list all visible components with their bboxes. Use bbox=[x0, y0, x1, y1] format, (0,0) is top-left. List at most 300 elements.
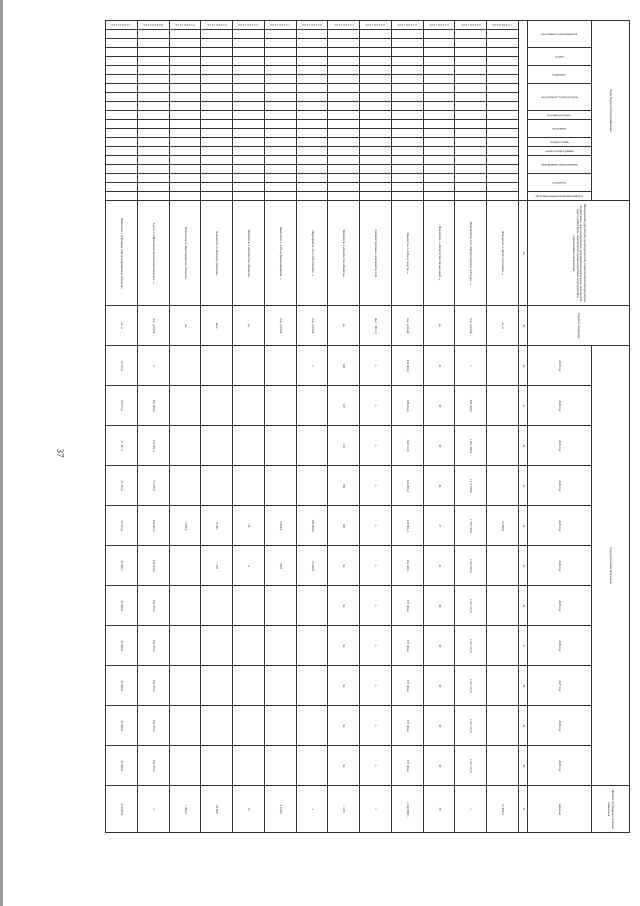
code-cell bbox=[423, 129, 455, 138]
code-cell bbox=[169, 165, 201, 174]
value-cell: 108 bbox=[328, 346, 360, 386]
colnum-final: 41 bbox=[518, 786, 528, 833]
code-cell bbox=[296, 75, 328, 84]
code-cell bbox=[328, 93, 360, 102]
value-cell bbox=[169, 546, 201, 586]
value-cell bbox=[296, 426, 328, 466]
code-cell bbox=[391, 111, 423, 120]
value-cell: 1 bbox=[360, 666, 392, 706]
code-cell bbox=[391, 66, 423, 75]
value-cell: х bbox=[137, 346, 169, 386]
value-cell bbox=[201, 746, 233, 786]
code-cell bbox=[233, 48, 265, 57]
code-cell bbox=[296, 156, 328, 165]
value-cell: 39 bbox=[423, 666, 455, 706]
code-cell bbox=[487, 102, 519, 111]
code-cell bbox=[328, 48, 360, 57]
code-cell bbox=[423, 102, 455, 111]
value-cell: 54 bbox=[328, 586, 360, 626]
value-cell: 300 000,0 bbox=[296, 506, 328, 546]
code-cell bbox=[455, 57, 487, 66]
code-cell bbox=[328, 66, 360, 75]
code-cell bbox=[264, 147, 296, 156]
code-cell bbox=[487, 75, 519, 84]
code-cell bbox=[360, 93, 392, 102]
code-cell bbox=[106, 120, 138, 129]
code-cell bbox=[296, 183, 328, 192]
colnum-2026: 37 bbox=[518, 626, 528, 666]
value-cell: 54 bbox=[328, 666, 360, 706]
value-cell: х bbox=[296, 346, 328, 386]
code-cell bbox=[455, 174, 487, 183]
code-cell bbox=[455, 147, 487, 156]
value-cell: 1 173 018,6 bbox=[455, 466, 487, 506]
code-cell bbox=[328, 156, 360, 165]
code-cell bbox=[137, 66, 169, 75]
code-cell bbox=[455, 192, 487, 201]
row-name: Показатель 4 «Протяженность объектов» bbox=[169, 201, 201, 306]
code-cell bbox=[137, 30, 169, 39]
value-cell: 369 134,5 bbox=[391, 426, 423, 466]
code-cell bbox=[233, 75, 265, 84]
value-cell bbox=[169, 586, 201, 626]
row-unit: ед. м bbox=[487, 306, 519, 346]
row-code: 3 0 0 1 0 0 0 3 2 bbox=[233, 21, 265, 30]
code-cell bbox=[106, 66, 138, 75]
row-name: Показатель 2 «Объем средств...» bbox=[391, 201, 423, 306]
code-cell bbox=[106, 111, 138, 120]
code-cell bbox=[455, 120, 487, 129]
value-cell bbox=[201, 426, 233, 466]
code-cell bbox=[106, 156, 138, 165]
code-cell bbox=[423, 57, 455, 66]
header-name: Наименование программы, целей программы, показателей целей программы, подпрограмм, задач подпрограмм, мероприятий подпрограмм, показателей задач подпрограмм, мероприятий, административных мероприятий и показателей их выполнения bbox=[528, 201, 630, 306]
code-cell bbox=[106, 129, 138, 138]
row-code: 3 0 0 1 0 0 0 0 1 bbox=[423, 21, 455, 30]
value-cell: 1 bbox=[360, 426, 392, 466]
code-cell bbox=[264, 39, 296, 48]
value-cell: х bbox=[455, 346, 487, 386]
code-cell bbox=[106, 192, 138, 201]
colnum-name: 28 bbox=[518, 201, 528, 306]
code-cell bbox=[296, 138, 328, 147]
value-cell: х bbox=[296, 786, 328, 833]
value-cell: 31 000,0 bbox=[106, 586, 138, 626]
colnum-2025: 36 bbox=[518, 586, 528, 626]
code-cell bbox=[264, 84, 296, 93]
value-cell bbox=[169, 426, 201, 466]
code-cell bbox=[423, 174, 455, 183]
value-cell bbox=[487, 746, 519, 786]
header-2024: 2024 год bbox=[528, 546, 592, 586]
value-cell bbox=[233, 626, 265, 666]
code-cell bbox=[328, 30, 360, 39]
header-2027: 2027 год bbox=[528, 666, 592, 706]
code-cell bbox=[106, 48, 138, 57]
code-cell bbox=[455, 165, 487, 174]
code-cell bbox=[264, 165, 296, 174]
code-cell bbox=[487, 138, 519, 147]
value-cell bbox=[169, 466, 201, 506]
code-cell bbox=[137, 48, 169, 57]
code-cell bbox=[264, 111, 296, 120]
value-cell bbox=[201, 666, 233, 706]
code-cell bbox=[423, 192, 455, 201]
value-cell: 12 500,0 bbox=[487, 506, 519, 546]
code-cell bbox=[328, 174, 360, 183]
code-cell bbox=[201, 156, 233, 165]
value-cell: 18 bbox=[233, 506, 265, 546]
table-row bbox=[423, 21, 455, 833]
value-cell: 157 496,6 bbox=[391, 706, 423, 746]
row-unit: кв. м bbox=[106, 306, 138, 346]
code-cell bbox=[296, 120, 328, 129]
code-cell bbox=[201, 120, 233, 129]
scan-edge-left bbox=[0, 0, 3, 906]
value-cell: 1 bbox=[360, 546, 392, 586]
code-cell bbox=[296, 192, 328, 201]
code-cell bbox=[328, 165, 360, 174]
value-cell bbox=[296, 386, 328, 426]
value-cell bbox=[487, 586, 519, 626]
value-cell bbox=[169, 706, 201, 746]
value-cell: 93 559,5 bbox=[137, 466, 169, 506]
code-cell bbox=[455, 102, 487, 111]
code-cell bbox=[233, 129, 265, 138]
value-cell bbox=[487, 666, 519, 706]
code-cell bbox=[296, 84, 328, 93]
code-cell bbox=[455, 66, 487, 75]
code-cell bbox=[106, 57, 138, 66]
row-code: 3 0 0 1 0 0 0 3 4 bbox=[169, 21, 201, 30]
colnum-base: 30 bbox=[518, 346, 528, 386]
code-cell bbox=[106, 183, 138, 192]
code-cell bbox=[360, 192, 392, 201]
value-cell bbox=[169, 386, 201, 426]
code-cell bbox=[169, 174, 201, 183]
value-cell: 62 203,4 bbox=[106, 506, 138, 546]
code-cell bbox=[423, 66, 455, 75]
value-cell: 7 000,0 bbox=[169, 786, 201, 833]
value-cell: 18 890 bbox=[201, 786, 233, 833]
code-cell bbox=[328, 192, 360, 201]
code-cell bbox=[391, 57, 423, 66]
header-podrazdel: подраздел bbox=[528, 66, 592, 84]
code-cell bbox=[328, 57, 360, 66]
header-unit: Единица измерения bbox=[528, 306, 630, 346]
row-name: Показатель 1 «Количество объектов» bbox=[328, 201, 360, 306]
header-base-year: 2019 год bbox=[528, 346, 592, 386]
code-cell bbox=[201, 192, 233, 201]
value-cell: 1 447 371,0 bbox=[455, 666, 487, 706]
header-2023: 2023 год bbox=[528, 506, 592, 546]
value-cell bbox=[201, 706, 233, 746]
value-cell: 54 bbox=[328, 546, 360, 586]
value-cell bbox=[264, 586, 296, 626]
code-cell bbox=[264, 174, 296, 183]
code-cell bbox=[328, 84, 360, 93]
value-cell bbox=[233, 746, 265, 786]
code-cell bbox=[360, 183, 392, 192]
value-cell bbox=[169, 666, 201, 706]
value-cell: 250 300,2 bbox=[391, 346, 423, 386]
code-cell bbox=[391, 39, 423, 48]
value-cell bbox=[487, 546, 519, 586]
header-indicator: показатель bbox=[528, 174, 592, 192]
value-cell: 157 496,6 bbox=[391, 746, 423, 786]
value-cell: 1 447 371,0 bbox=[455, 626, 487, 666]
code-cell bbox=[233, 57, 265, 66]
row-unit: кв.м bbox=[201, 306, 233, 346]
value-cell: 1 447 371,0 bbox=[455, 586, 487, 626]
row-name: Задача 3 «Проведение капитального ремонта...» bbox=[137, 201, 169, 306]
header-final: Целевое (суммарное) значение показателя bbox=[591, 786, 629, 833]
code-cell bbox=[360, 30, 392, 39]
code-cell bbox=[423, 75, 455, 84]
value-cell: 1 bbox=[360, 746, 392, 786]
code-cell bbox=[391, 183, 423, 192]
code-cell bbox=[391, 147, 423, 156]
value-cell: 216 603,5 bbox=[137, 506, 169, 546]
value-cell: 212 bbox=[328, 426, 360, 466]
value-cell: 74 240,0 bbox=[296, 546, 328, 586]
code-cell bbox=[137, 138, 169, 147]
code-cell bbox=[169, 57, 201, 66]
value-cell: 41 bbox=[423, 346, 455, 386]
code-cell bbox=[391, 165, 423, 174]
value-cell bbox=[201, 626, 233, 666]
table-row bbox=[264, 21, 296, 833]
value-cell: 39 bbox=[423, 746, 455, 786]
value-cell: 1 bbox=[360, 466, 392, 506]
row-unit: тыс. рублей bbox=[264, 306, 296, 346]
code-cell bbox=[137, 57, 169, 66]
header-task: задача подпрограммы bbox=[528, 147, 592, 156]
value-cell: 11 091 bbox=[201, 506, 233, 546]
header-program: программа bbox=[528, 120, 592, 138]
row-code: 3 0 0 2 0 0 0 0 1 bbox=[106, 21, 138, 30]
code-cell bbox=[455, 30, 487, 39]
code-cell bbox=[169, 183, 201, 192]
value-cell bbox=[296, 466, 328, 506]
value-cell bbox=[296, 586, 328, 626]
code-cell bbox=[296, 174, 328, 183]
code-cell bbox=[296, 129, 328, 138]
code-cell bbox=[360, 48, 392, 57]
table-row bbox=[455, 21, 487, 833]
code-cell bbox=[423, 84, 455, 93]
code-cell bbox=[264, 120, 296, 129]
code-cell bbox=[296, 30, 328, 39]
value-cell bbox=[169, 626, 201, 666]
row-unit: ед. bbox=[423, 306, 455, 346]
code-cell bbox=[455, 111, 487, 120]
value-cell: 39 bbox=[423, 386, 455, 426]
code-cell bbox=[169, 66, 201, 75]
code-cell bbox=[487, 48, 519, 57]
code-cell bbox=[201, 129, 233, 138]
code-cell bbox=[169, 75, 201, 84]
code-cell bbox=[106, 174, 138, 183]
value-cell: 41 bbox=[423, 546, 455, 586]
code-cell bbox=[328, 39, 360, 48]
code-cell bbox=[233, 102, 265, 111]
code-cell bbox=[137, 165, 169, 174]
code-cell bbox=[296, 66, 328, 75]
value-cell: 1 bbox=[360, 386, 392, 426]
code-cell bbox=[169, 138, 201, 147]
code-cell bbox=[391, 93, 423, 102]
code-cell bbox=[169, 93, 201, 102]
code-cell bbox=[423, 147, 455, 156]
value-cell: 1 447 371,0 bbox=[455, 706, 487, 746]
code-cell bbox=[233, 120, 265, 129]
row-name: Показатель 1 «Площадь отремонтированных объектов» bbox=[106, 201, 138, 306]
value-cell bbox=[264, 706, 296, 746]
table-row bbox=[201, 21, 233, 833]
value-cell: х bbox=[360, 786, 392, 833]
code-cell bbox=[233, 183, 265, 192]
row-code: 3 0 0 1 0 0 0 0 0 bbox=[455, 21, 487, 30]
header-event: мероприятие подпрограммы bbox=[528, 156, 592, 174]
code-cell bbox=[328, 129, 360, 138]
row-name: Мероприятие 4.01 «Предоставление субсидии...» bbox=[455, 201, 487, 306]
code-cell bbox=[391, 156, 423, 165]
value-cell bbox=[201, 386, 233, 426]
header-2022: 2022 год bbox=[528, 466, 592, 506]
code-cell bbox=[296, 57, 328, 66]
value-cell bbox=[264, 466, 296, 506]
code-cell bbox=[455, 129, 487, 138]
row-code: 3 0 0 1 0 0 0 3 0 bbox=[296, 21, 328, 30]
colnum-2020: 31 bbox=[518, 386, 528, 426]
value-cell: 169 891,3 bbox=[391, 506, 423, 546]
code-cell bbox=[360, 111, 392, 120]
value-cell bbox=[487, 346, 519, 386]
value-cell: 54 bbox=[328, 706, 360, 746]
value-cell bbox=[169, 746, 201, 786]
code-cell bbox=[296, 48, 328, 57]
code-cell bbox=[391, 138, 423, 147]
code-cell bbox=[328, 138, 360, 147]
code-cell bbox=[137, 84, 169, 93]
code-cell bbox=[264, 30, 296, 39]
code-cell bbox=[360, 129, 392, 138]
code-cell bbox=[360, 138, 392, 147]
code-cell bbox=[423, 48, 455, 57]
code-cell bbox=[264, 138, 296, 147]
value-cell: х bbox=[137, 786, 169, 833]
value-cell: 39 bbox=[423, 786, 455, 833]
value-cell: 1 bbox=[360, 506, 392, 546]
code-cell bbox=[455, 39, 487, 48]
value-cell: 161 000,0 bbox=[137, 386, 169, 426]
code-cell bbox=[487, 111, 519, 120]
value-cell: 159 bbox=[328, 466, 360, 506]
code-cell bbox=[487, 147, 519, 156]
value-cell bbox=[264, 346, 296, 386]
code-cell bbox=[201, 30, 233, 39]
value-cell: 7 000,0 bbox=[169, 506, 201, 546]
row-unit: тыс. рублей bbox=[455, 306, 487, 346]
value-cell bbox=[487, 386, 519, 426]
code-cell bbox=[233, 84, 265, 93]
code-cell bbox=[264, 192, 296, 201]
header-budget-classification: Коды бюджетной классификации bbox=[591, 21, 629, 201]
code-cell bbox=[423, 138, 455, 147]
value-cell: 33 379,2 bbox=[106, 346, 138, 386]
code-cell bbox=[360, 147, 392, 156]
value-cell: 157 496,6 bbox=[391, 586, 423, 626]
code-cell bbox=[328, 75, 360, 84]
value-cell bbox=[233, 346, 265, 386]
code-cell bbox=[487, 183, 519, 192]
row-unit: км bbox=[169, 306, 201, 346]
code-cell bbox=[137, 192, 169, 201]
value-cell bbox=[296, 706, 328, 746]
value-cell: 54 bbox=[328, 626, 360, 666]
code-cell bbox=[360, 75, 392, 84]
code-cell bbox=[264, 48, 296, 57]
value-cell: 100 bbox=[328, 506, 360, 546]
code-cell bbox=[137, 129, 169, 138]
code-cell bbox=[360, 66, 392, 75]
code-cell bbox=[201, 39, 233, 48]
row-unit: тыс. рублей bbox=[391, 306, 423, 346]
header-subprogram: подпрограмма bbox=[528, 138, 592, 147]
code-cell bbox=[106, 147, 138, 156]
value-cell bbox=[201, 586, 233, 626]
value-cell: 988 369,2 bbox=[455, 386, 487, 426]
code-cell bbox=[391, 30, 423, 39]
table-row bbox=[391, 21, 423, 833]
code-cell bbox=[169, 156, 201, 165]
value-cell: 46 bbox=[423, 466, 455, 506]
row-code: 3 0 0 1 0 0 0 3 3 bbox=[201, 21, 233, 30]
code-cell bbox=[360, 102, 392, 111]
value-cell: 4 bbox=[233, 546, 265, 586]
table-row bbox=[487, 21, 519, 833]
code-cell bbox=[360, 39, 392, 48]
colnum-2027: 38 bbox=[518, 666, 528, 706]
table-row bbox=[137, 21, 169, 833]
value-cell: 121 851,3 bbox=[137, 426, 169, 466]
value-cell: 7 195 bbox=[201, 546, 233, 586]
value-cell: 1 261 359,4 bbox=[455, 426, 487, 466]
row-name: Показатель 2 «Количество объектов» bbox=[233, 201, 265, 306]
header-2028: 2028 год bbox=[528, 706, 592, 746]
code-cell bbox=[296, 102, 328, 111]
code-cell bbox=[360, 120, 392, 129]
code-cell bbox=[201, 183, 233, 192]
code-cell bbox=[106, 138, 138, 147]
value-cell bbox=[233, 386, 265, 426]
value-cell: 750,0 bbox=[264, 546, 296, 586]
code-cell bbox=[487, 120, 519, 129]
code-cell bbox=[137, 102, 169, 111]
code-cell bbox=[233, 93, 265, 102]
colnum-2021: 32 bbox=[518, 426, 528, 466]
code-cell bbox=[201, 111, 233, 120]
program-table bbox=[105, 20, 630, 829]
value-cell: 161 429,1 bbox=[391, 546, 423, 586]
value-cell: 1 bbox=[360, 626, 392, 666]
value-cell bbox=[296, 666, 328, 706]
code-cell bbox=[487, 192, 519, 201]
row-unit: тыс. рублей bbox=[137, 306, 169, 346]
code-cell bbox=[487, 84, 519, 93]
value-cell: 147 bbox=[328, 386, 360, 426]
